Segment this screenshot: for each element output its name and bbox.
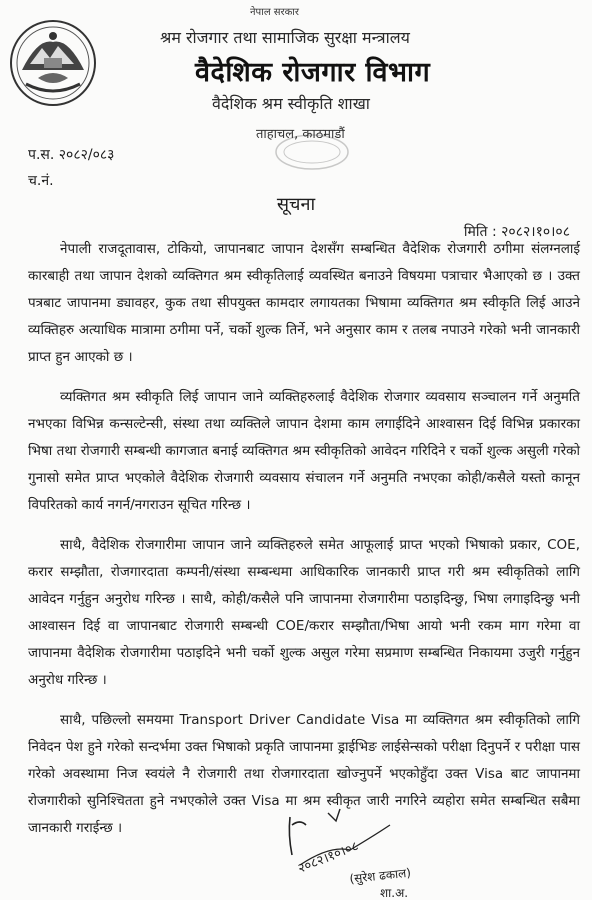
office-address: ताहाचल, काठमाडौं xyxy=(256,127,345,142)
nepal-emblem-icon xyxy=(8,18,98,108)
government-label: नेपाल सरकार xyxy=(250,7,299,18)
notice-body xyxy=(28,236,580,855)
notice-date: मिति : २०८२।१०।०८ xyxy=(463,224,570,240)
ministry-name: श्रम रोजगार तथा सामाजिक सुरक्षा मन्त्रालय xyxy=(160,28,410,47)
svg-text:शा.अ.: शा.अ. xyxy=(380,886,409,900)
notice-paragraph-4: साथै, पछिल्लो समयमा Transport Driver Candidate Visa मा व्यक्तिगत श्रम स्वीकृतिको लागि निवेदन पेश हुने गरेको सन्दर्भमा उक्त भिषाको प्रकृति जापानमा ड्राईभिङ लाईसेन्सको परीक्षा दिनुपर्ने र परीक्षा पास गरेको अवस्थामा निज स्वयंले नै रोजगारी तथा रोजगारदाता खोज्नुपर्ने भएकोहुँदा उक्त Visa बाट जापानमा रोजगारीको सुनिश्चितता हुने नभएकोले उक्त Visa मा श्रम स्वीकृत जारी नगरिने व्यहोरा समेत सम्बन्धित सबैमा जानकारी गराईन्छ । xyxy=(28,712,580,836)
notice-paragraph-2: व्यक्तिगत श्रम स्वीकृति लिई जापान जाने व्यक्तिहरुलाई वैदेशिक रोजगार व्यवसाय सञ्चालन गर्ने अनुमति नभएका विभिन्न कन्सल्टेन्सी, संस्था तथा व्यक्तिले जापान देशमा काम लगाईदिने आश्वासन दिई विभिन्न प्रकारका भिषा तथा रोजगारी सम्बन्धी कागजात बनाई व्यक्तिगत श्रम स्वीकृतिको आवेदन गरिदिने र चर्को शुल्क असुली गरेको गुनासो समेत प्राप्त भएकोले वैदेशिक रोजगारी व्यवसाय संचालन गर्ने अनुमति नभएका कोही/कसैले यस्तो कानून विपरितको कार्य नगर्न/नगराउन सूचित गरिन्छ । xyxy=(28,389,580,513)
section-name: वैदेशिक श्रम स्वीकृति शाखा xyxy=(212,94,370,113)
svg-text:(सुरेश ढकाल): (सुरेश ढकाल) xyxy=(348,865,412,886)
dispatch-number: च.नं. xyxy=(28,173,54,189)
notice-paragraph-3: साथै, वैदेशिक रोजगारीमा जापान जाने व्यक्तिहरुले समेत आफूलाई प्राप्त भएको भिषाको प्रकार, COE, करार सम्झौता, रोजगारदाता कम्पनी/संस्था सम्बन्धमा आधिकारिक जानकारी प्राप्त गरी श्रम स्वीकृतिको लागि आवेदन गर्नुहुन अनुरोध गरिन्छ । साथै, कोही/कसैले पनि जापानमा रोजगारीमा पठाइदिन्छु, भिषा लगाइदिन्छु भनी आश्वासन दिई वा जापानबाट रोजगारी सम्बन्धी COE/करार सम्झौता/भिषा आयो भनी रकम माग गरेमा वा जापानमा वैदेशिक रोजगारीमा पठाइदिने भनी चर्को शुल्क असुल गरेमा सप्रमाण सम्बन्धित निकायमा उजुरी गर्नुहुन अनुरोध गरिन्छ । xyxy=(28,537,580,688)
notice-paragraph-1: नेपाली राजदूतावास, टोकियो, जापानबाट जापान देशसँग सम्बन्धित वैदेशिक रोजगारी ठगीमा संलग्नलाई कारबाही तथा जापान देशको व्यक्तिगत श्रम स्वीकृतिलाई व्यवस्थित बनाउने विषयमा पत्राचार भैआएको छ । उक्त पत्रबाट जापानमा ड्यावहर, कुक तथा सीपयुक्त कामदार लगायतका भिषामा व्यक्तिगत श्रम स्वीकृति लिई आउने व्यक्तिहरु अत्याधिक मात्रामा ठगीमा पर्ने, चर्को शुल्क तिर्ने, भने अनुसार काम र तलब नपाउने गरेको भनी जानकारी प्राप्त हुन आएको छ । xyxy=(28,241,580,365)
notice-title: सूचना xyxy=(276,194,316,215)
svg-text:२०८२।१०।०८: २०८२।१०।०८ xyxy=(295,838,361,877)
department-name: वैदेशिक रोजगार विभाग xyxy=(195,57,431,88)
office-stamp-icon xyxy=(272,132,352,172)
reference-number: प.स. २०८२/०८३ xyxy=(28,147,115,163)
handwritten-signature xyxy=(270,795,470,900)
